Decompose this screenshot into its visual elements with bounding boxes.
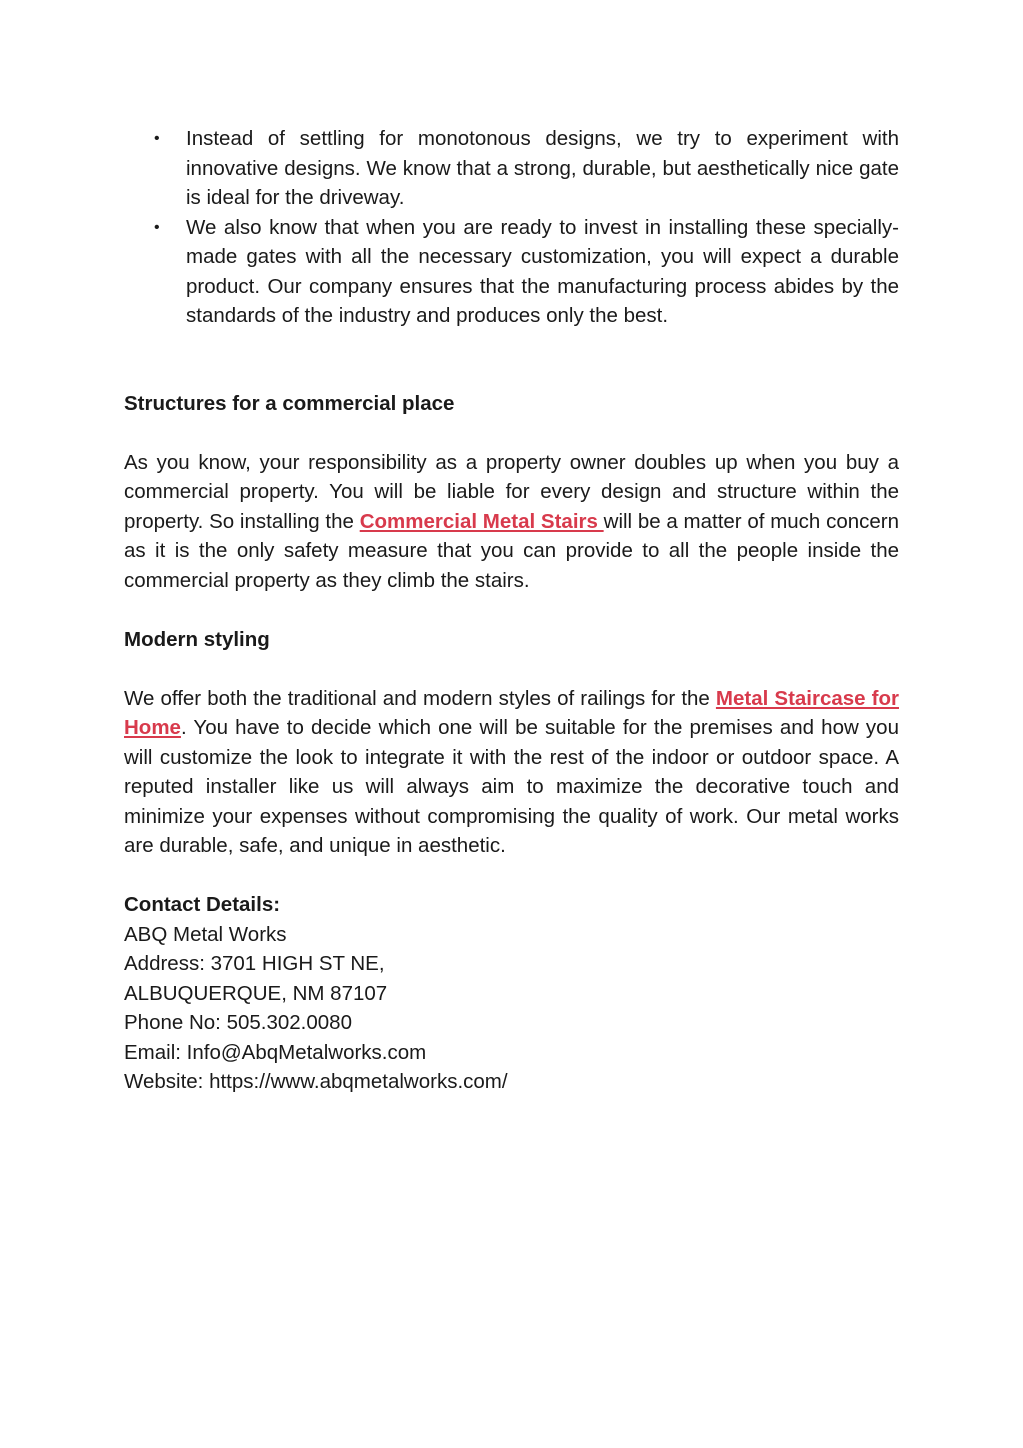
section-heading-commercial: Structures for a commercial place (124, 391, 455, 415)
email-address: Email: Info@AbqMetalworks.com (124, 1040, 427, 1064)
address-line-2: ALBUQUERQUE, NM 87107 (124, 981, 388, 1005)
list-item (124, 124, 899, 213)
address-line-1: Address: 3701 HIGH ST NE, (124, 952, 385, 975)
website-url: Website: https://www.abqmetalworks.com/ (124, 1070, 508, 1093)
contact-heading: Contact Details: (124, 893, 281, 916)
bullet-icon: • (154, 218, 160, 236)
bullet-text: We also know that when you are ready to invest in installing these specially-made gates with all the necessary customization, you will expect a durable product. Our company ensures that the manufacturing process abides by the standards of the industry and produces only the best. (186, 215, 899, 327)
bullet-text: Instead of settling for monotonous designs, we try to experiment with innovative designs. We know that a strong, durable, but aesthetically nice gate is ideal for the driveway. (186, 127, 899, 209)
phone-number: Phone No: 505.302.0080 (124, 1011, 352, 1034)
paragraph-text: . You have to decide which one will be suitable for the premises and how you will customize the look to integrate it with the rest of the indoor or outdoor space. A reputed installer like us will always aim to maximize the decorative touch and minimize your expenses without compromising the quality of work. Our metal works are durable, safe, and unique in aesthetic. (124, 716, 899, 857)
bullet-list (124, 124, 899, 331)
commercial-metal-stairs-link[interactable]: Commercial Metal Stairs (359, 509, 604, 533)
bullet-icon: • (154, 130, 160, 147)
document-page (124, 124, 899, 1097)
paragraph-modern (124, 684, 899, 861)
section-heading-modern: Modern styling (124, 627, 270, 651)
metal-staircase-for-home-link[interactable]: Metal Staircase for Home (124, 686, 899, 739)
paragraph-text: As you know, your responsibility as a property owner doubles up when you buy a commercial property. You will be liable for every design and structure within the property. So installing the (124, 450, 899, 533)
paragraph-text: We offer both the traditional and modern styles of railings for the (124, 686, 716, 710)
list-item (124, 213, 899, 331)
paragraph-text: will be a matter of much concern as it is the only safety measure that you can provide to all the people inside the commercial property as they climb the stairs. (124, 509, 899, 592)
company-name: ABQ Metal Works (124, 922, 287, 946)
paragraph-commercial (124, 448, 899, 596)
